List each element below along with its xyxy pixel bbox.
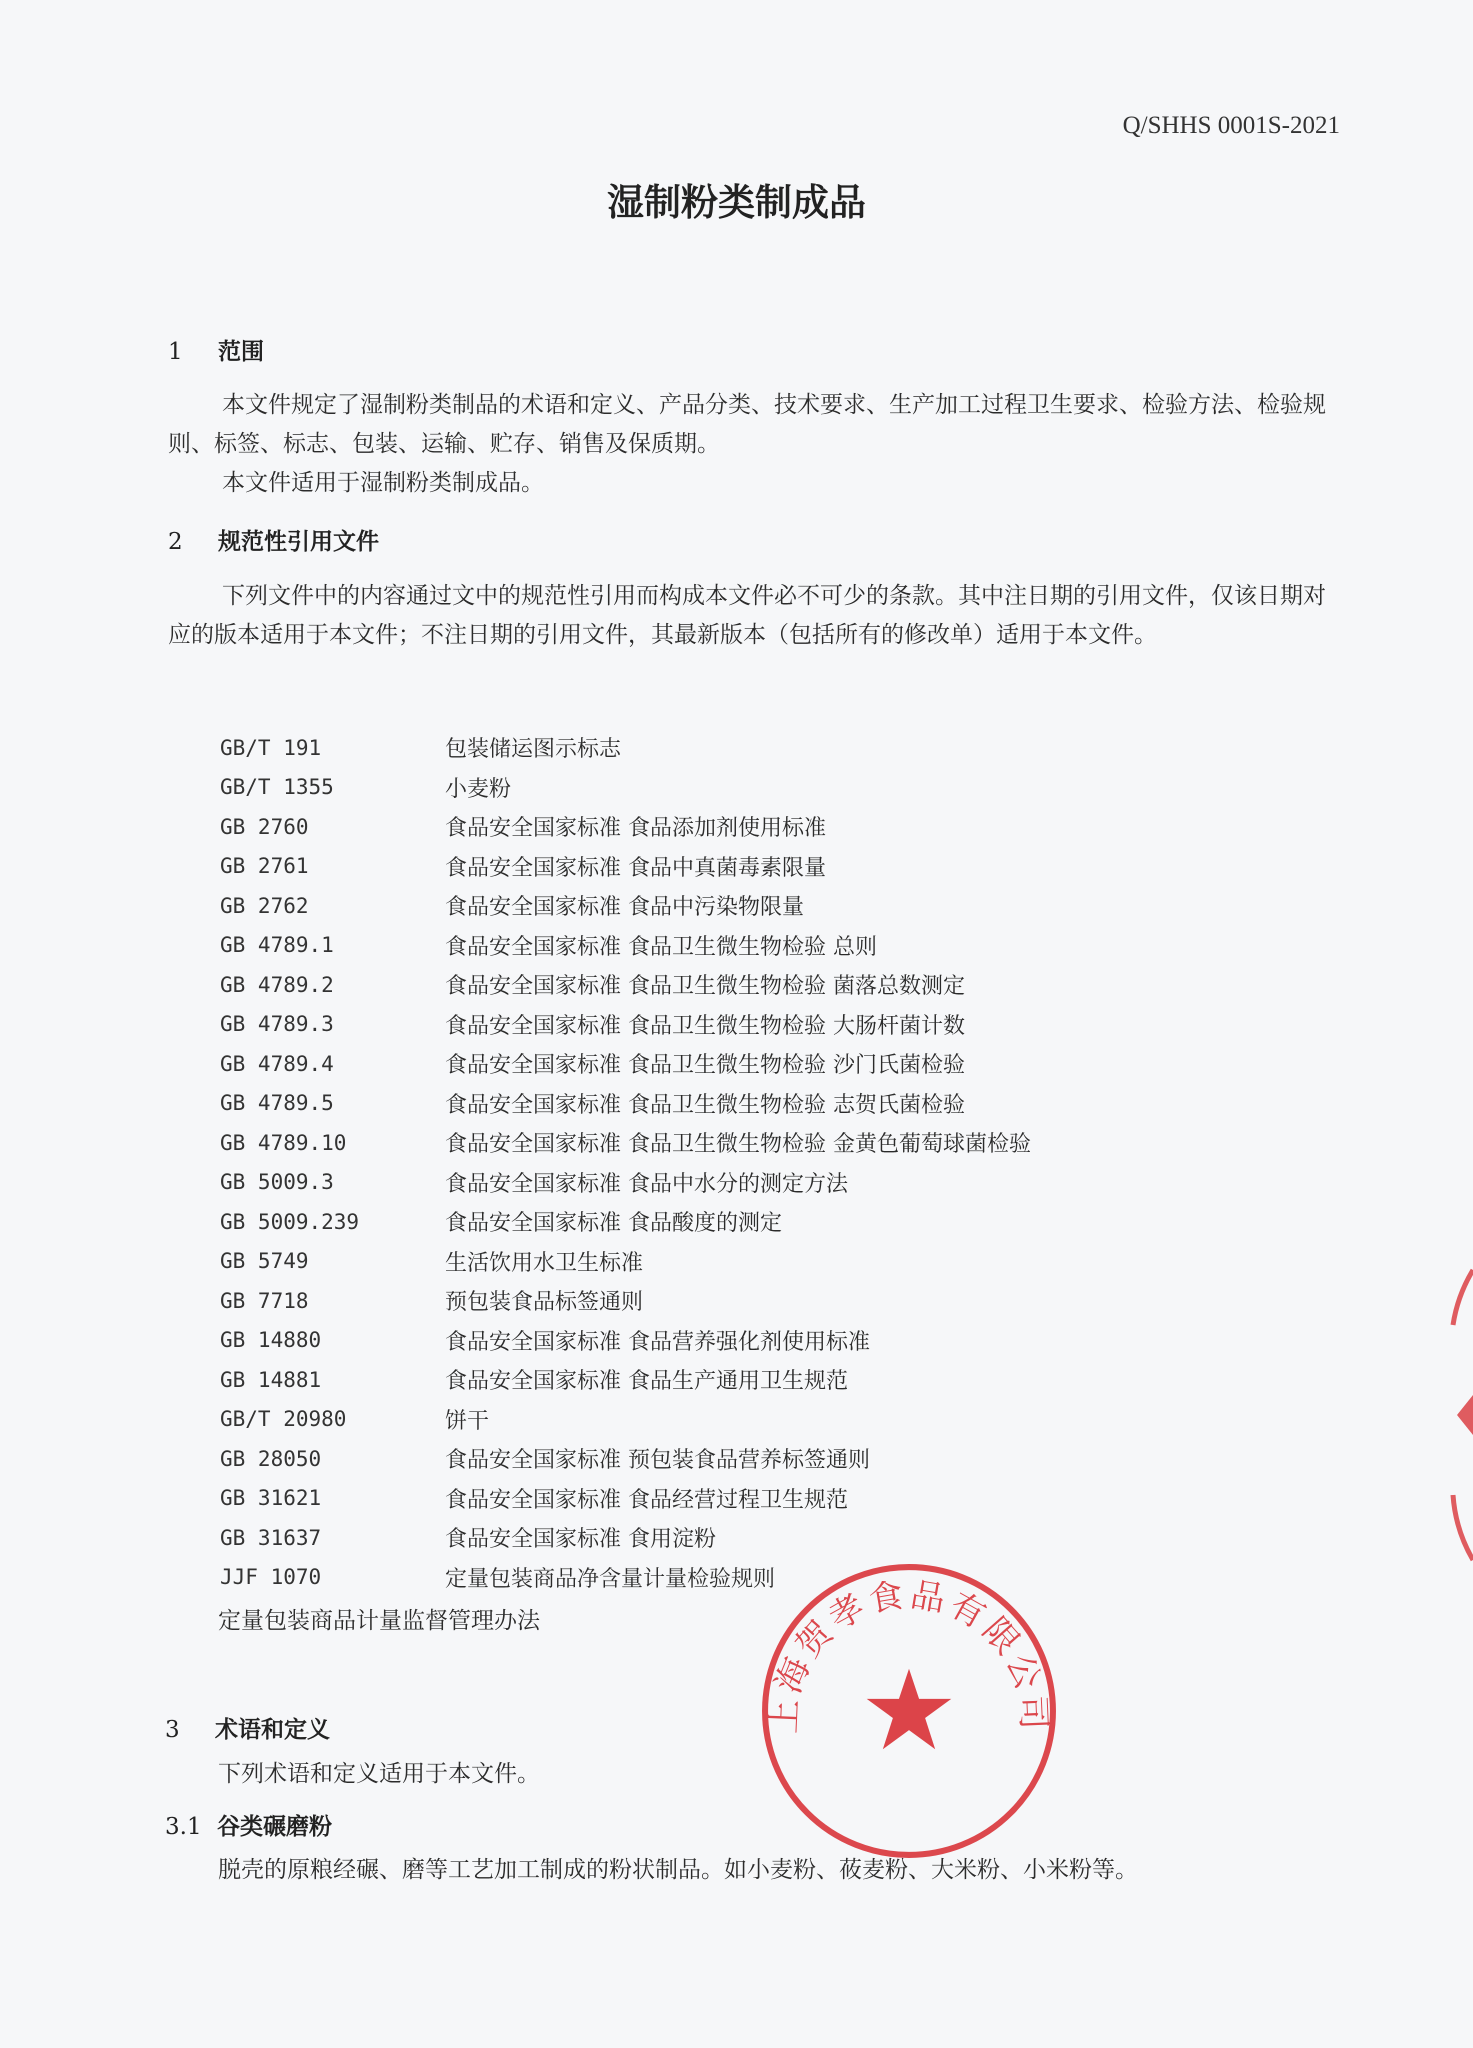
reference-title: 生活饮用水卫生标准 bbox=[445, 1250, 644, 1276]
reference-code: GB 31621 bbox=[220, 1486, 322, 1511]
section-1-heading bbox=[168, 333, 264, 366]
reference-code: GB 4789.3 bbox=[220, 1012, 334, 1037]
reference-title: 食品安全国家标准 食品营养强化剂使用标准 bbox=[445, 1329, 870, 1355]
section-1-paragraph-1: 本文件规定了湿制粉类制品的术语和定义、产品分类、技术要求、生产加工过程卫生要求、检验方法、检验规则、标签、标志、包装、运输、贮存、销售及保质期。 bbox=[168, 392, 1326, 457]
reference-code: GB 2760 bbox=[220, 814, 309, 839]
reference-item bbox=[220, 1321, 1031, 1361]
reference-code: GB 4789.4 bbox=[220, 1051, 334, 1076]
reference-code: GB 5009.239 bbox=[220, 1209, 360, 1234]
reference-title: 包装储运图示标志 bbox=[445, 737, 622, 763]
section-title: 术语和定义 bbox=[215, 1717, 330, 1743]
subsection-title: 谷类碾磨粉 bbox=[217, 1814, 332, 1840]
reference-code: GB 4789.5 bbox=[220, 1091, 334, 1116]
reference-title: 食品安全国家标准 食品卫生微生物检验 大肠杆菌计数 bbox=[445, 1013, 965, 1039]
reference-item bbox=[220, 886, 1031, 926]
reference-item bbox=[220, 847, 1031, 887]
section-3-paragraph-1: 下列术语和定义适用于本文件。 bbox=[218, 1761, 540, 1787]
seal-text: 上海贺孝食品有限公司 bbox=[764, 1574, 1054, 1735]
reference-item bbox=[220, 1479, 1031, 1519]
subsection-number: 3.1 bbox=[165, 1814, 202, 1840]
reference-code: GB/T 20980 bbox=[220, 1407, 347, 1432]
reference-code: GB 7718 bbox=[220, 1288, 309, 1313]
reference-item bbox=[220, 1163, 1031, 1203]
reference-title: 食品安全国家标准 食品经营过程卫生规范 bbox=[445, 1487, 848, 1513]
section-1-paragraph-2: 本文件适用于湿制粉类制成品。 bbox=[222, 470, 544, 496]
reference-title: 小麦粉 bbox=[445, 776, 512, 802]
reference-code: GB 2761 bbox=[220, 854, 309, 879]
reference-item bbox=[220, 926, 1031, 966]
section-3-heading bbox=[165, 1711, 330, 1744]
reference-title: 食品安全国家标准 食品中水分的测定方法 bbox=[445, 1171, 848, 1197]
reference-list bbox=[220, 728, 1031, 1597]
reference-title: 食品安全国家标准 预包装食品营养标签通则 bbox=[445, 1448, 870, 1474]
reference-item bbox=[220, 1518, 1031, 1558]
star-icon bbox=[867, 1669, 952, 1750]
reference-item bbox=[220, 728, 1031, 768]
reference-title: 定量包装商品净含量计量检验规则 bbox=[445, 1566, 776, 1592]
reference-code: GB 4789.1 bbox=[220, 933, 334, 958]
reference-extra: 定量包装商品计量监督管理办法 bbox=[218, 1608, 540, 1634]
section-2-paragraph-1: 下列文件中的内容通过文中的规范性引用而构成本文件必不可少的条款。其中注日期的引用文件，仅该日期对应的版本适用于本文件；不注日期的引用文件，其最新版本（包括所有的修改单）适用于本文件。 bbox=[168, 583, 1326, 648]
section-number: 3 bbox=[165, 1717, 180, 1743]
reference-code: GB 14881 bbox=[220, 1367, 322, 1392]
reference-item bbox=[220, 1281, 1031, 1321]
reference-title: 食品安全国家标准 食品卫生微生物检验 总则 bbox=[445, 934, 877, 960]
reference-item bbox=[220, 1123, 1031, 1163]
reference-item bbox=[220, 965, 1031, 1005]
reference-code: GB/T 1355 bbox=[220, 775, 334, 800]
reference-item bbox=[220, 1084, 1031, 1124]
reference-title: 食品安全国家标准 食品卫生微生物检验 菌落总数测定 bbox=[445, 974, 965, 1000]
reference-code: GB 5009.3 bbox=[220, 1170, 334, 1195]
reference-title: 食品安全国家标准 食用淀粉 bbox=[445, 1527, 716, 1553]
reference-code: GB 4789.2 bbox=[220, 972, 334, 997]
reference-item bbox=[220, 1005, 1031, 1045]
section-number: 1 bbox=[168, 339, 183, 365]
reference-title: 食品安全国家标准 食品添加剂使用标准 bbox=[445, 816, 826, 842]
section-number: 2 bbox=[168, 529, 183, 555]
reference-title: 食品安全国家标准 食品酸度的测定 bbox=[445, 1211, 782, 1237]
reference-title: 食品安全国家标准 食品卫生微生物检验 金黄色葡萄球菌检验 bbox=[445, 1132, 1031, 1158]
reference-code: GB 31637 bbox=[220, 1525, 322, 1550]
reference-code: JJF 1070 bbox=[220, 1565, 322, 1590]
reference-title: 食品安全国家标准 食品中污染物限量 bbox=[445, 895, 804, 921]
document-code: Q/SHHS 0001S-2021 bbox=[1122, 112, 1340, 139]
reference-code: GB 5749 bbox=[220, 1249, 309, 1274]
reference-title: 预包装食品标签通则 bbox=[445, 1290, 644, 1316]
reference-item bbox=[220, 1400, 1031, 1440]
reference-item bbox=[220, 807, 1031, 847]
reference-item bbox=[220, 1360, 1031, 1400]
partial-seal-mark bbox=[1445, 1265, 1473, 1565]
section-2-heading bbox=[168, 523, 379, 556]
reference-code: GB 28050 bbox=[220, 1446, 322, 1471]
reference-title: 饼干 bbox=[445, 1408, 490, 1434]
reference-item bbox=[220, 1242, 1031, 1282]
reference-code: GB/T 191 bbox=[220, 735, 322, 760]
reference-title: 食品安全国家标准 食品生产通用卫生规范 bbox=[445, 1369, 848, 1395]
reference-item bbox=[220, 768, 1031, 808]
reference-title: 食品安全国家标准 食品卫生微生物检验 沙门氏菌检验 bbox=[445, 1053, 965, 1079]
reference-code: GB 14880 bbox=[220, 1328, 322, 1353]
section-3-1-paragraph: 脱壳的原粮经碾、磨等工艺加工制成的粉状制品。如小麦粉、莜麦粉、大米粉、小米粉等。 bbox=[218, 1857, 1138, 1883]
reference-item bbox=[220, 1044, 1031, 1084]
reference-title: 食品安全国家标准 食品卫生微生物检验 志贺氏菌检验 bbox=[445, 1092, 965, 1118]
reference-title: 食品安全国家标准 食品中真菌毒素限量 bbox=[445, 855, 826, 881]
reference-item bbox=[220, 1439, 1031, 1479]
reference-code: GB 4789.10 bbox=[220, 1130, 347, 1155]
section-3-1-heading bbox=[165, 1808, 332, 1841]
section-title: 规范性引用文件 bbox=[218, 529, 379, 555]
company-seal-stamp bbox=[758, 1560, 1060, 1862]
reference-item bbox=[220, 1202, 1031, 1242]
reference-code: GB 2762 bbox=[220, 893, 309, 918]
document-title: 湿制粉类制成品 bbox=[607, 181, 866, 224]
section-title: 范围 bbox=[218, 339, 264, 365]
